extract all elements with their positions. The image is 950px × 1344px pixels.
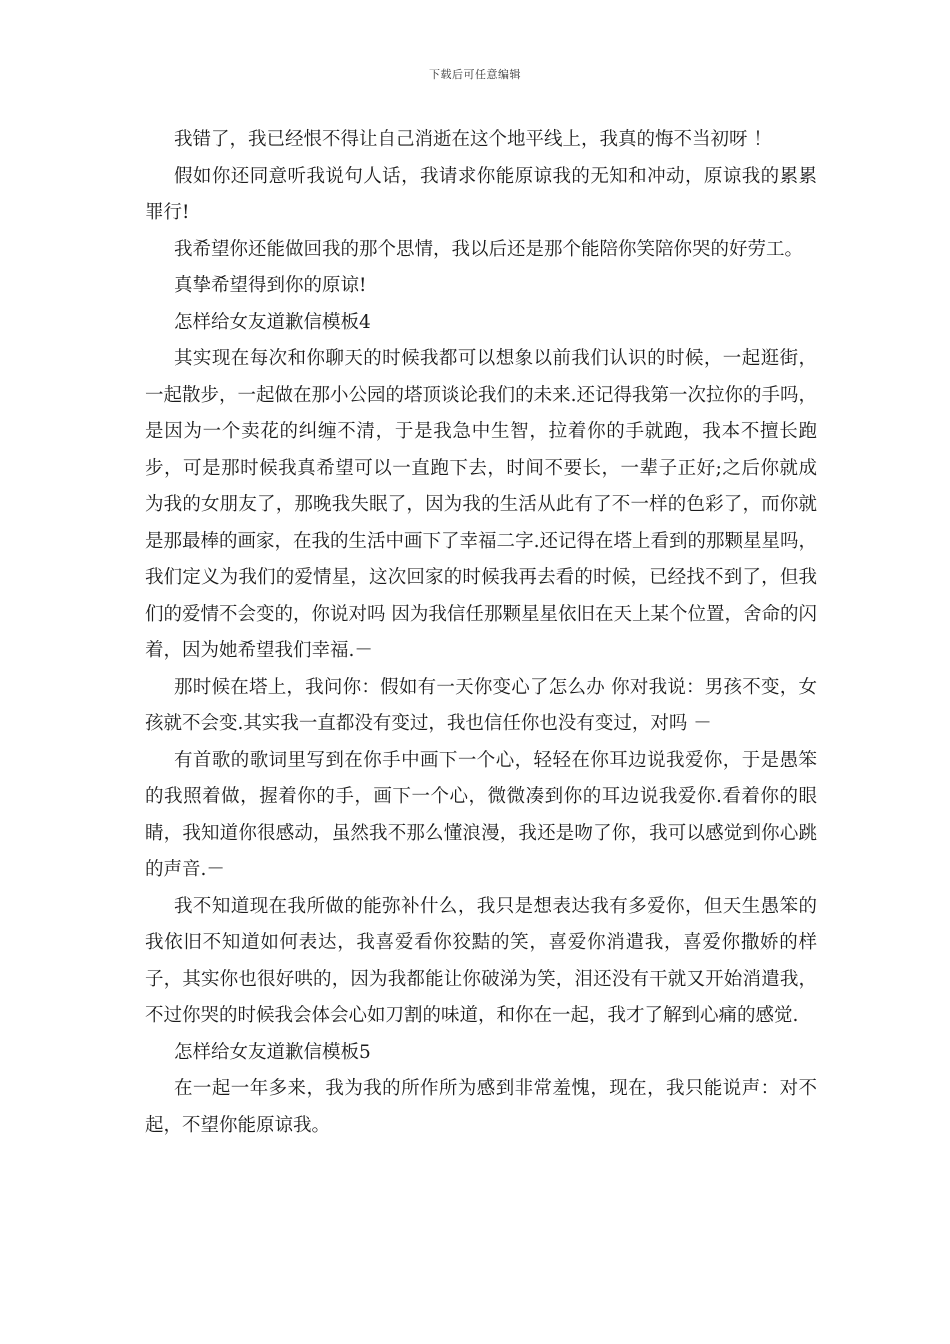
paragraph: 我错了，我已经恨不得让自己消逝在这个地平线上，我真的悔不当初呀 ！ — [174, 129, 772, 150]
paragraph: 有首歌的歌词里写到在你手中画下一个心，轻轻在你耳边说我爱你，于是愚笨的我照着做，握着你的手，画下一个心，微微凑到你的耳边说我爱你.看着你的眼睛，我知道你很感动，虽然我不那么懂浪漫，我还是吻了你，我可以感觉到你心跳的声音.－ — [145, 749, 817, 880]
section-heading: 怎样给女友道歉信模板5 — [174, 1041, 371, 1063]
paragraph: 那时候在塔上，我问你：假如有一天你变心了怎么办 你对我说：男孩不变，女孩就不会变.其实我一直都没有变过，我也信任你也没有变过，对吗 － — [145, 676, 817, 734]
document-body — [145, 122, 817, 1144]
paragraph: 其实现在每次和你聊天的时候我都可以想象以前我们认识的时候，一起逛街，一起散步，一起做在那小公园的塔顶谈论我们的未来.还记得我第一次拉你的手吗，是因为一个卖花的纠缠不清，于是我急中生智，拉着你的手就跑，我本不擅长跑步，可是那时候我真希望可以一直跑下去，时间不要长，一辈子正好;之后你就成为我的女朋友了，那晚我失眠了，因为我的生活从此有了不一样的色彩了，而你就是那最棒的画家，在我的生活中画下了幸福二字.还记得在塔上看到的那颗星星吗，我们定义为我们的爱情星，这次回家的时候我再去看的时候，已经找不到了，但我们的爱情不会变的，你说对吗 因为我信任那颗星星依旧在天上某个位置，舍命的闪着，因为她希望我们幸福.－ — [145, 348, 817, 661]
paragraph: 我希望你还能做回我的那个思情，我以后还是那个能陪你笑陪你哭的好劳工。 — [174, 238, 804, 260]
paragraph: 我不知道现在我所做的能弥补什么，我只是想表达我有多爱你，但天生愚笨的我依旧不知道如何表达，我喜爱看你狡黠的笑，喜爱你消遣我，喜爱你撒娇的样子，其实你也很好哄的，因为我都能让你破涕为笑，泪还没有干就又开始消遣我，不过你哭的时候我会体会心如刀割的味道，和你在一起，我才了解到心痛的感觉. — [145, 895, 817, 1026]
header-note: 下载后可任意编辑 — [429, 68, 521, 81]
section-heading: 怎样给女友道歉信模板4 — [174, 311, 371, 333]
paragraph: 在一起一年多来，我为我的所作所为感到非常羞愧，现在，我只能说声：对不起，不望你能原谅我。 — [145, 1078, 817, 1136]
paragraph: 真挚希望得到你的原谅! — [174, 275, 367, 296]
paragraph: 假如你还同意听我说句人话，我请求你能原谅我的无知和冲动，原谅我的累累罪行! — [145, 165, 817, 223]
